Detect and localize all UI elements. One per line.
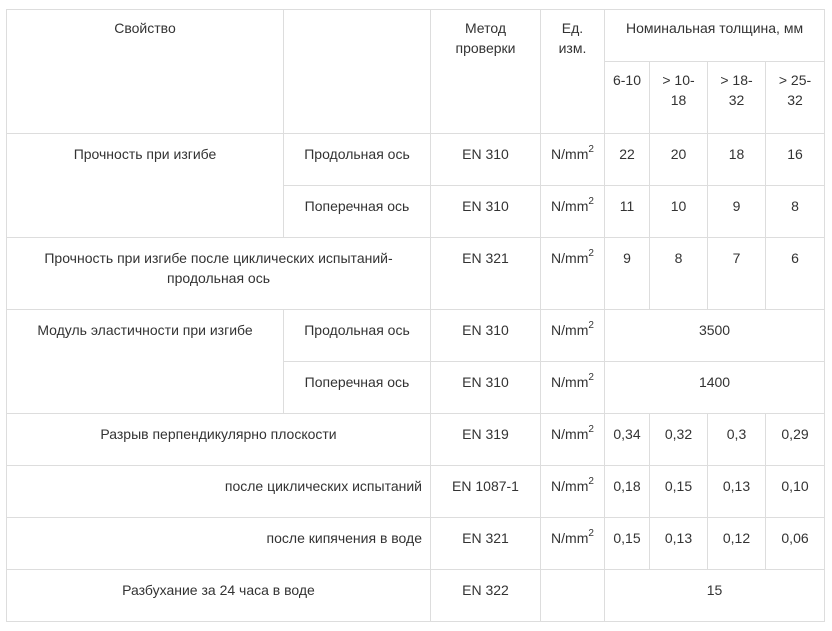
unit-cell: [541, 238, 605, 310]
value-cell: 0,32: [650, 414, 708, 466]
method-cell: EN 310: [431, 134, 541, 186]
header-range-1: 6-10: [605, 62, 650, 134]
axis-label: Поперечная ось: [284, 362, 431, 414]
table-row: [7, 310, 825, 362]
row-label-after-boil: после кипячения в воде: [7, 518, 431, 570]
unit-cell: [541, 518, 605, 570]
value-cell: 0,13: [708, 466, 766, 518]
value-cell: 0,15: [605, 518, 650, 570]
value-cell: 20: [650, 134, 708, 186]
header-thickness: Номинальная толщина, мм: [605, 10, 825, 62]
method-cell: EN 322: [431, 570, 541, 622]
header-range-4: > 25-32: [766, 62, 825, 134]
value-cell: 0,10: [766, 466, 825, 518]
method-cell: EN 319: [431, 414, 541, 466]
value-cell: 0,06: [766, 518, 825, 570]
header-range-2: > 10-18: [650, 62, 708, 134]
method-cell: EN 310: [431, 310, 541, 362]
table-row: [7, 518, 825, 570]
unit-cell: [541, 362, 605, 414]
value-cell: 9: [605, 238, 650, 310]
unit-text: N/mm: [551, 374, 589, 390]
unit-power: 2: [588, 248, 594, 260]
value-cell: 0,13: [650, 518, 708, 570]
unit-cell: [541, 186, 605, 238]
unit-cell: [541, 310, 605, 362]
axis-label: Продольная ось: [284, 310, 431, 362]
value-cell: 16: [766, 134, 825, 186]
table-row: [7, 134, 825, 186]
unit-text: N/mm: [551, 146, 589, 162]
value-cell: 22: [605, 134, 650, 186]
table-row: [7, 238, 825, 310]
properties-table: [6, 9, 825, 622]
unit-power: 2: [588, 196, 594, 208]
method-cell: EN 310: [431, 186, 541, 238]
value-cell-merged: 3500: [605, 310, 825, 362]
header-unit: Ед. изм.: [541, 10, 605, 134]
value-cell-merged: 1400: [605, 362, 825, 414]
value-cell: 0,29: [766, 414, 825, 466]
value-cell: 9: [708, 186, 766, 238]
value-cell: 6: [766, 238, 825, 310]
row-label-after-cyclic: после циклических испытаний: [7, 466, 431, 518]
unit-text: N/mm: [551, 250, 589, 266]
method-cell: EN 321: [431, 518, 541, 570]
header-method: Метод проверки: [431, 10, 541, 134]
value-cell: 18: [708, 134, 766, 186]
header-row: [7, 10, 825, 62]
table-row: [7, 570, 825, 622]
value-cell: 0,18: [605, 466, 650, 518]
unit-cell: [541, 414, 605, 466]
unit-cell: [541, 134, 605, 186]
header-range-3: > 18-32: [708, 62, 766, 134]
value-cell: 0,34: [605, 414, 650, 466]
unit-text: N/mm: [551, 478, 589, 494]
table-row: [7, 414, 825, 466]
unit-cell-empty: [541, 570, 605, 622]
unit-cell: [541, 466, 605, 518]
unit-power: 2: [588, 424, 594, 436]
header-property: Свойство: [7, 10, 284, 134]
unit-power: 2: [588, 476, 594, 488]
value-cell: 0,15: [650, 466, 708, 518]
unit-text: N/mm: [551, 198, 589, 214]
unit-text: N/mm: [551, 530, 589, 546]
table-row: [7, 466, 825, 518]
axis-label: Поперечная ось: [284, 186, 431, 238]
value-cell: 0,12: [708, 518, 766, 570]
unit-text: N/mm: [551, 426, 589, 442]
value-cell: 7: [708, 238, 766, 310]
method-cell: EN 1087-1: [431, 466, 541, 518]
unit-power: 2: [588, 372, 594, 384]
unit-text: N/mm: [551, 322, 589, 338]
row-label-rupture: Разрыв перпендикулярно плоскости: [7, 414, 431, 466]
row-label-bend-cyclic: Прочность при изгибе после циклических испытаний-продольная ось: [7, 238, 431, 310]
method-cell: EN 310: [431, 362, 541, 414]
row-label-bend: Прочность при изгибе: [7, 134, 284, 238]
row-label-swelling: Разбухание за 24 часа в воде: [7, 570, 431, 622]
value-cell-merged: 15: [605, 570, 825, 622]
method-cell: EN 321: [431, 238, 541, 310]
unit-power: 2: [588, 320, 594, 332]
value-cell: 8: [650, 238, 708, 310]
axis-label: Продольная ось: [284, 134, 431, 186]
header-property-sub: [284, 10, 431, 134]
unit-power: 2: [588, 528, 594, 540]
value-cell: 8: [766, 186, 825, 238]
value-cell: 0,3: [708, 414, 766, 466]
value-cell: 10: [650, 186, 708, 238]
row-label-modulus: Модуль эластичности при изгибе: [7, 310, 284, 414]
value-cell: 11: [605, 186, 650, 238]
unit-power: 2: [588, 144, 594, 156]
